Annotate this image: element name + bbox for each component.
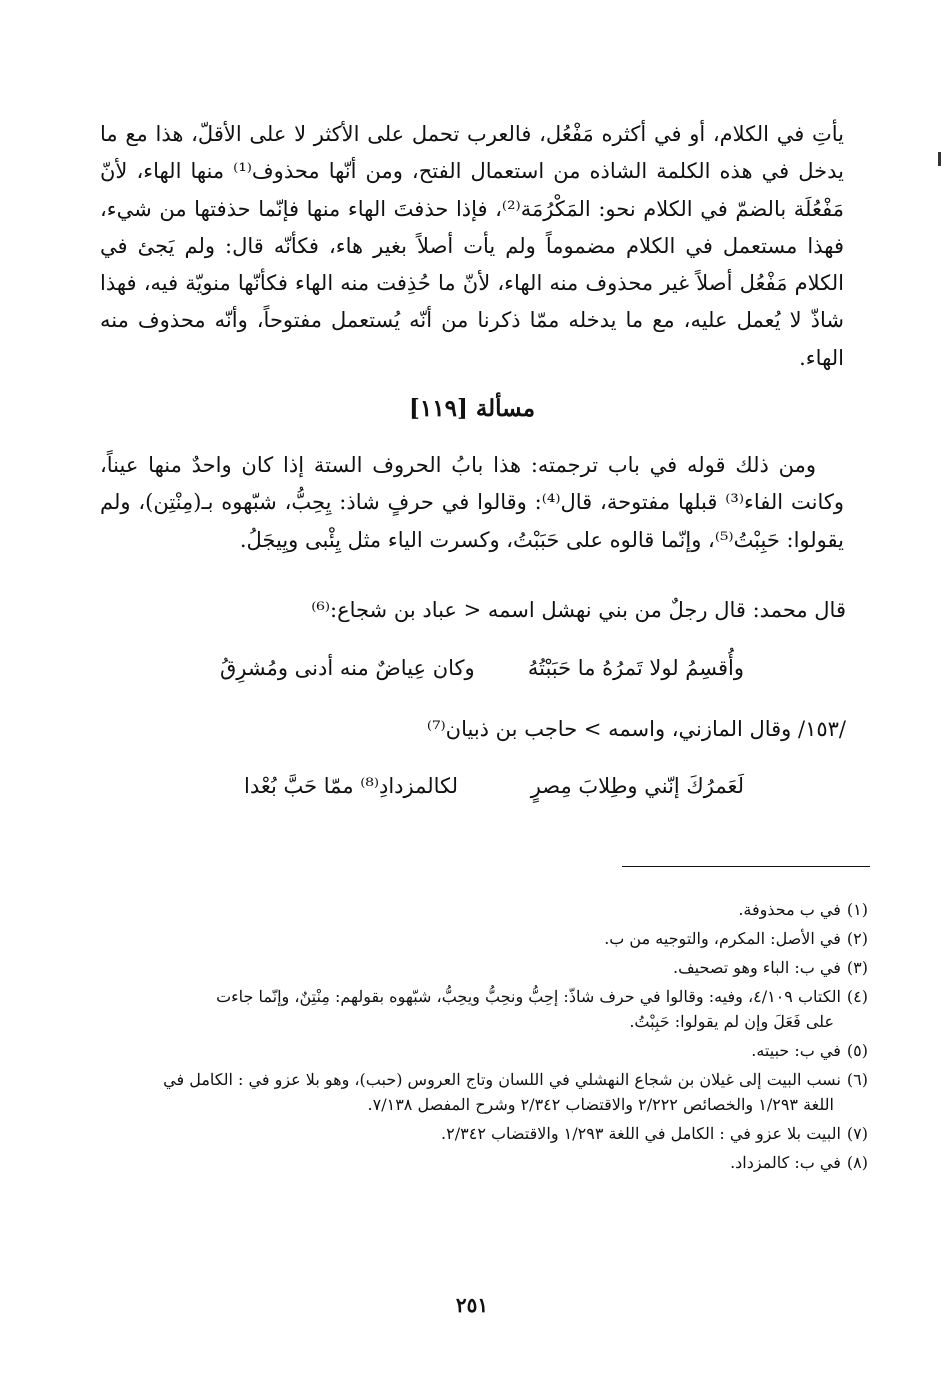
section-heading: مسألة [١١٩]: [408, 395, 536, 422]
footnote-number: (٧): [846, 1124, 868, 1143]
footnote-number: (٥): [846, 1041, 868, 1060]
footnote-text: الكتاب ٤/١٠٩، وفيه: وقالوا في حرف شاذّ: إحِبُّ ونحِبُّ ويحِبُّ، شبّهوه بقولهم: مِنْتِنٌ، وإنّما جاءت: [216, 987, 841, 1006]
verse-hemistich: لكالمزدادِ⁽⁸⁾ ممّا حَبَّ بُعْدا: [244, 774, 459, 798]
footnotes: [100, 897, 868, 1179]
narration-line: قال محمد: قال رجلٌ من بني نهشل اسمه < عباد بن شجاع:⁽⁶⁾: [311, 598, 846, 622]
footnote-text: نسب البيت إلى غيلان بن شجاع النهشلي في اللسان وتاج العروس (حبب)، وهو بلا عزو في : الكامل في: [163, 1070, 841, 1089]
footnote-continuation: على فَعَلَ وإن لم يقولوا: حَبِبْتُ.: [629, 1012, 834, 1031]
footnote: [100, 1150, 868, 1175]
footnote-text: في ب: الباء وهو تصحيف.: [673, 958, 841, 977]
footnote-number: (١): [846, 900, 868, 919]
footnote: [100, 926, 868, 951]
footnote-text: في ب: حبيته.: [751, 1041, 841, 1060]
verse-hemistich: لَعَمرُكَ إنّني وطِلابَ مِصرٍ: [530, 774, 744, 798]
footnote: [100, 1121, 868, 1146]
footnote-number: (٤): [846, 987, 868, 1006]
verse-hemistich: وكان عِياضٌ منه أدنى ومُشرِقُ: [220, 656, 475, 680]
footnote: [100, 1067, 868, 1117]
footnote: [100, 1038, 868, 1063]
margin-mark: [938, 152, 941, 166]
paragraph: ومن ذلك قوله في باب ترجمته: هذا بابُ الحروف الستة إذا كان واحدٌ منها عيناً، وكانت الفاء⁽³⁾ قبلها مفتوحة، قال⁽⁴⁾: وقالوا في حرفٍ شاذ: يِحِبُّ، شبّهوه بـ(مِنْتِن)، ولم يقولوا: حَبِبْتُ⁽⁵⁾، وإنّما قالوه على حَبَبْتُ، وكسرت الياء مثل يِئْبى ويِيجَلُ.: [100, 453, 844, 552]
footnote-divider: [622, 866, 870, 867]
section-text: [100, 447, 844, 559]
footnote-number: (٣): [846, 958, 868, 977]
footnote-text: في ب: كالمزداد.: [730, 1153, 841, 1172]
footnote-number: (٦): [846, 1070, 868, 1089]
verse-hemistich: وأُقسِمُ لولا تَمرُهُ ما حَبَبْتُهُ: [527, 656, 744, 680]
footnote-continuation: اللغة ١/٢٩٣ والخصائص ٢/٢٢٢ والاقتضاب ٢/٣٤٢ وشرح المفصل ٧/١٣٨.: [367, 1095, 834, 1114]
footnote: [100, 955, 868, 980]
footnote-number: (٢): [846, 929, 868, 948]
footnote: [100, 984, 868, 1034]
footnote-text: البيت بلا عزو في : الكامل في اللغة ١/٢٩٣ والاقتضاب ٢/٣٤٢.: [441, 1124, 841, 1143]
footnote-number: (٨): [846, 1153, 868, 1172]
footnote-text: في ب محذوفة.: [738, 900, 841, 919]
paragraph: يأتِ في الكلام، أو في أكثره مَفْعُل، فالعرب تحمل على الأكثر لا على الأقلّ، هذا مع ما يدخل في هذه الكلمة الشاذه من استعمال الفتح، ومن أنّها محذوف⁽¹⁾ منها الهاء، لأنّ مَفْعُلَة بالضمّ في الكلام نحو: المَكْرُمَة⁽²⁾، فإذا حذفتَ الهاء منها فإنّما حذفتها من شيء، فهذا مستعمل في الكلام مضموماً ولم يأت أصلاً بغير هاء، فكأنّه قال: ولم يَجئ في الكلام مَفْعُل أصلاً غير محذوف منه الهاء، لأنّ ما حُذِفت منه الهاء فكأنّها منويّة فيه، فهذا شاذّ لا يُعمل عليه، مع ما يدخله ممّا ذكرنا من أنّه يُستعمل مفتوحاً، وأنّه محذوف منه الهاء.: [100, 122, 844, 370]
body-text: [100, 116, 844, 377]
narration-line: /١٥٣/ وقال المازني، واسمه > حاجب بن ذبيان⁽⁷⁾: [426, 717, 846, 741]
footnote: [100, 897, 868, 922]
footnote-text: في الأصل: المكرم، والتوجيه من ب.: [604, 929, 841, 948]
page-number: ٢٥١: [455, 1293, 489, 1317]
